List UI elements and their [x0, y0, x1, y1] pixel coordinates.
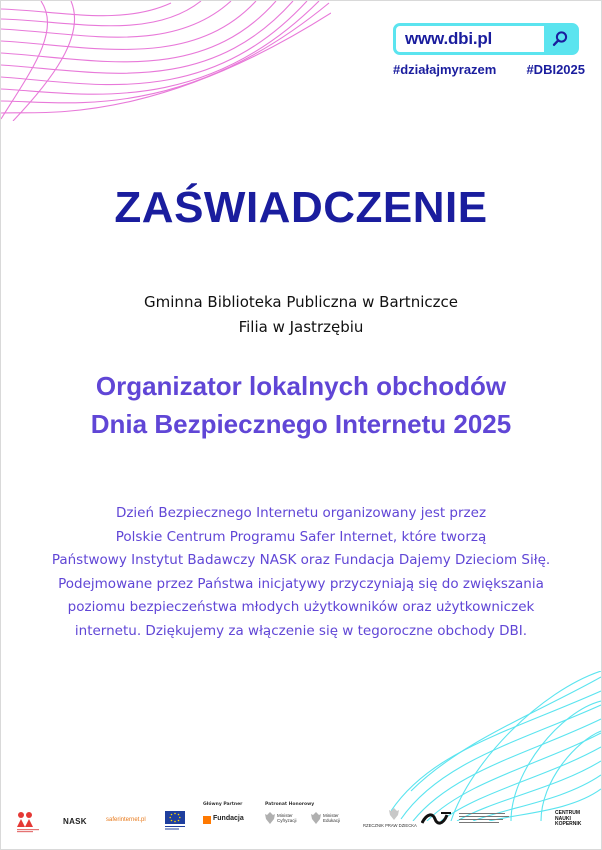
hashtag-dbi2025: #DBI2025	[526, 62, 585, 77]
body-line: Podejmowane przez Państwa inicjatywy przyczyniają się do zwiększania	[58, 575, 544, 592]
body-line: Dzień Bezpiecznego Internetu organizowany jest przez	[115, 505, 487, 521]
eagle-emblem-icon	[264, 811, 276, 825]
cnk-line: CENTRUM	[555, 810, 580, 816]
honorary-patronage-caption: Patronat Honorowy	[265, 802, 315, 807]
hashtag-dzialajmyrazem: #działajmyrazem	[393, 62, 497, 77]
eu-presidency-text-lines	[459, 812, 509, 826]
minister-education-logo: Minister Edukacji	[323, 813, 341, 823]
cnk-line: KOPERNIK	[555, 821, 582, 827]
eu-presidency-logo	[421, 811, 453, 827]
partner-logos	[13, 799, 593, 839]
eu-flag-icon	[165, 811, 185, 831]
url-badge	[393, 23, 579, 55]
cnk-line: NAUKI	[555, 815, 571, 822]
eagle-emblem-icon	[388, 807, 400, 821]
decorative-swirl-top-left	[1, 1, 331, 121]
eagle-emblem-icon	[310, 811, 322, 825]
orange-square-icon	[203, 816, 211, 824]
role-line-1: Organizator lokalnych obchodów	[95, 371, 507, 401]
hashtags	[393, 62, 585, 77]
minister-digital-logo: Minister Cyfryzacji	[277, 813, 297, 823]
role-line-2: Dnia Bezpiecznego Internetu 2025	[90, 409, 512, 439]
body-line: Polskie Centrum Programu Safer Internet, które tworzą	[115, 528, 487, 545]
fundacja-logo: Fundacja	[213, 815, 244, 822]
role-heading	[1, 367, 601, 443]
institution-name	[1, 290, 601, 340]
rpd-logo: RZECZNIK PRAW DZIECKA	[363, 823, 417, 828]
body-line: Państwowy Instytut Badawczy NASK oraz Fundacja Dajemy Dzieciom Siłę.	[51, 552, 551, 568]
saferinternet-logo: saferinternet.pl	[106, 817, 146, 823]
url-text: www.dbi.pl	[405, 29, 493, 48]
institution-line-2: Filia w Jastrzębiu	[238, 318, 364, 336]
institution-line-1: Gminna Biblioteka Publiczna w Bartniczce	[144, 293, 458, 311]
search-icon	[544, 26, 576, 52]
fdds-logo	[15, 811, 43, 833]
strategic-partner-caption: Główny Partner	[203, 802, 243, 807]
body-paragraph	[1, 502, 601, 643]
body-line: internetu. Dziękujemy za włączenie się w tegoroczne obchody DBI.	[74, 622, 528, 639]
certificate-title: ZAŚWIADCZENIE	[114, 183, 488, 232]
body-line: poziomu bezpieczeństwa młodych użytkowników oraz użytkowniczek	[67, 599, 535, 615]
cnk-logo	[555, 811, 581, 828]
nask-logo: NASK	[63, 817, 87, 826]
